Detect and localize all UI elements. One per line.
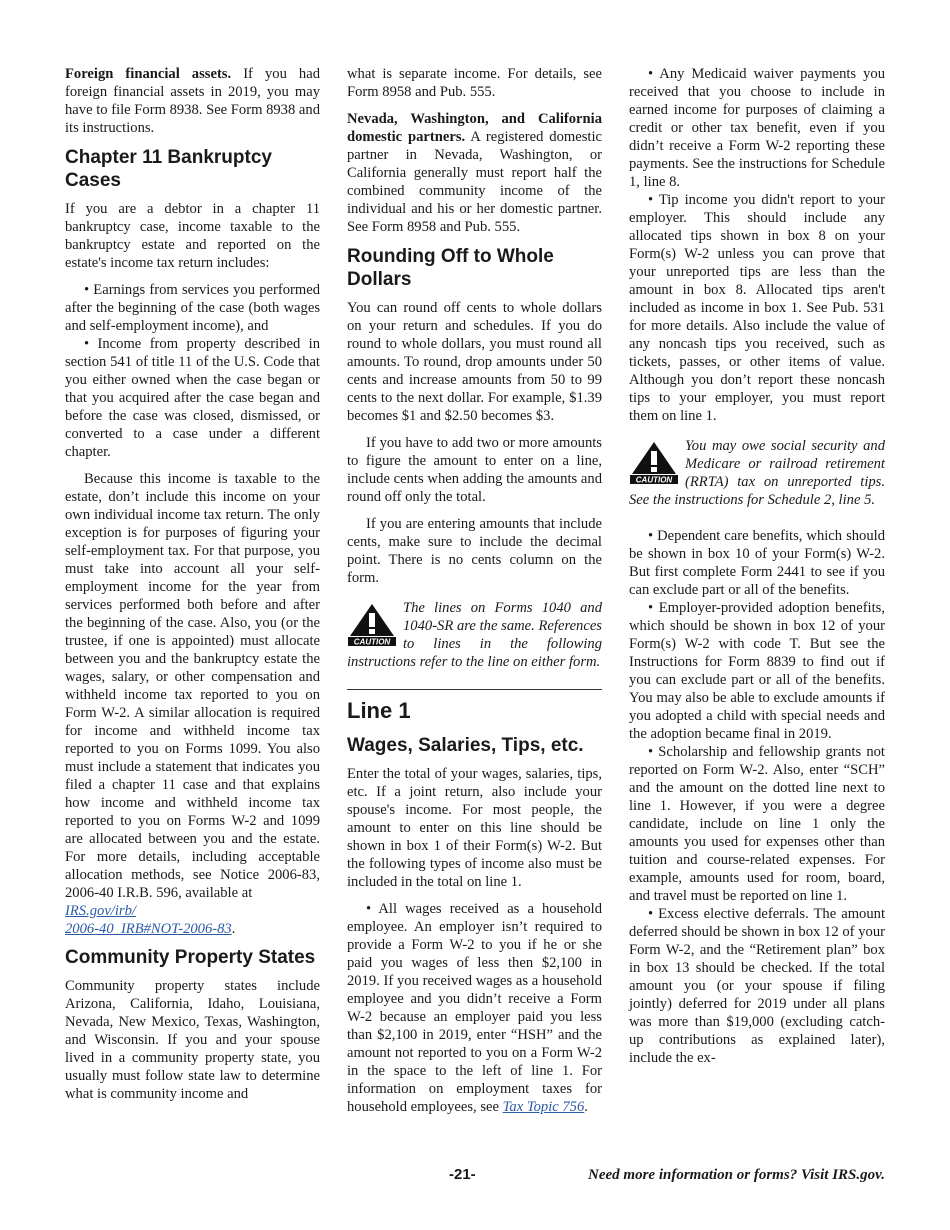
foreign-assets-paragraph xyxy=(65,65,320,137)
chapter11-heading: Chapter 11 Bankruptcy Cases xyxy=(65,147,272,191)
community-property-text: Community property states include Arizona, California, Idaho, Louisiana, Nevada, New Mexico, Texas, Washington, and Wisconsin. If you and your spouse lived in a community property state, you usually must follow state law to determine what is community income and xyxy=(65,978,320,1102)
household-employee-bullet xyxy=(347,900,602,1116)
tip-income-bullet: • Tip income you didn't report to your employer. This should include any allocated tips shown in box 8 on your Form(s) W-2 unless you can prove that your unreported tips are less than the amount in box 8. Allocated tips aren't included as income in box 1. See Pub. 531 for more details. Also include the value of any noncash tips you received, such as tickets, passes, or other items of value. Although you don’t report these noncash tips to your employer, you must report them on line 1. xyxy=(629,192,885,424)
community-property-continued: what is separate income. For details, see Form 8958 and Pub. 555. xyxy=(347,66,602,100)
foreign-assets-text: If you had foreign financial assets in 2019, you may have to file Form 8938. See Form 8938 and its instructions. xyxy=(65,66,320,136)
column-left xyxy=(65,65,320,1112)
rounding-paragraph-2: If you have to add two or more amounts to figure the amount to enter on a line, include cents when adding the amounts and round off only the total. xyxy=(347,435,602,505)
scholarship-bullet: • Scholarship and fellowship grants not reported on Form W-2. Also, enter “SCH” and the amount on the dotted line next to line 1. However, if you were a degree candidate, include on line 1 only the amounts you used for expenses other than tuition and course-related expenses. For example, amounts used for room, board, and travel must be reported on line 1. xyxy=(629,744,885,904)
wages-intro: Enter the total of your wages, salaries, tips, etc. If a joint return, also include your spouse's income. For most people, the amount to enter on this line should be shown in box 1 of their Form(s) W-2. But the following types of income also must be included in the total on line 1. xyxy=(347,766,602,890)
line1-heading: Line 1 xyxy=(347,698,411,723)
column-right xyxy=(629,65,885,1067)
wages-heading: Wages, Salaries, Tips, etc. xyxy=(347,735,584,756)
household-employee-text: • All wages received as a household employee. An employer isn’t required to provide a Form W-2 to you if he or she paid you wages of less then $2,100 in 2019. If you received wages as a household employee and you didn’t receive a Form W-2 because an employer paid you less than $2,100 in 2019, enter “HSH” and the amount not reported to you on a Form W-2 in the space to the left of line 1. For information on employment taxes for household employees, see xyxy=(347,901,602,1115)
page-number: -21- xyxy=(449,1166,476,1183)
caution-label: CAUTION xyxy=(353,637,391,647)
caution-text-tips: You may owe social security and Medicare or railroad retirement (RRTA) tax on unreported tips. See the instructions for Schedule 2, line 5. xyxy=(629,438,885,508)
medicaid-bullet: • Any Medicaid waiver payments you received that you choose to include in earned income for purposes of claiming a credit or other tax benefit, even if you didn’t receive a Form W-2 reporting these payments. See the instructions for Schedule 1, line 8. xyxy=(629,66,885,190)
chapter11-intro: If you are a debtor in a chapter 11 bankruptcy case, income taxable to the bankruptcy estate and reported on the estate's income tax return includes: xyxy=(65,201,320,271)
caution-icon xyxy=(629,441,679,485)
caution-icon xyxy=(347,603,397,647)
irb-link-part2[interactable]: 2006-40_IRB#NOT-2006-83 xyxy=(65,921,232,937)
caution-note-tips xyxy=(629,437,885,509)
irb-link-period: . xyxy=(231,921,236,937)
household-link-period: . xyxy=(584,1099,588,1115)
caution-text-lines: The lines on Forms 1040 and 1040-SR are the same. References to lines in the following instructions refer to the line on either form. xyxy=(347,600,602,670)
excess-deferrals-bullet: • Excess elective deferrals. The amount deferred should be shown in box 12 of your Form W-2, and the “Retirement plan” box in box 13 should be checked. If the total amount you (or your spouse if filing jointly) deferred for 2019 under all plans was more than $19,000 (excluding catch-up contributions as explained later), include the ex- xyxy=(629,906,885,1066)
caution-note-lines xyxy=(347,599,602,671)
foreign-assets-lead: Foreign financial assets. xyxy=(65,66,232,82)
community-property-heading: Community Property States xyxy=(65,947,316,968)
rounding-paragraph-3: If you are entering amounts that include cents, make sure to include the decimal point. There is no cents column on the form. xyxy=(347,516,602,586)
section-divider xyxy=(347,689,602,690)
rounding-heading: Rounding Off to Whole Dollars xyxy=(347,246,554,290)
domestic-partners-text: A registered domestic partner in Nevada, Washington, or California generally must report half the combined community income of the individual and his or her domestic partner. See Form 8958 and Pub. 555. xyxy=(347,129,602,235)
chapter11-text: Because this income is taxable to the estate, don’t include this income on your own individual income tax return. The only exception is for purposes of figuring your self-employment tax. For that purpose, you must take into account all your self-employment income for the year from services performed both before and after the beginning of the case. Also, you (or the trustee, if one is appointed) must allocate between you and the bankruptcy estate the wages, salary, or other compensation and withheld income tax reported to you on Form W-2. A similar allocation is required for income and withheld income tax reported to you on Forms 1099. You also must include a statement that indicates you filed a chapter 11 case and that explains how income and withheld income tax reported to you on Forms W-2 and 1099 are allocated between you and the estate. For more details, including acceptable allocation methods, see Notice 2006-83, 2006-40 I.R.B. 596, available at xyxy=(65,471,320,901)
dependent-care-bullet: • Dependent care benefits, which should be shown in box 10 of your Form(s) W-2. But first complete Form 2441 to see if you can exclude part or all of the benefits. xyxy=(629,528,885,598)
chapter11-bullet-property: • Income from property described in section 541 of title 11 of the U.S. Code that you either owned when the case began or that you acquired after the case began and before the case was closed, dismissed, or converted to a case under a different chapter. xyxy=(65,336,320,460)
irb-link-part1[interactable]: IRS.gov/irb/ xyxy=(65,903,136,919)
column-middle xyxy=(347,65,602,1116)
chapter11-bullet-earnings: • Earnings from services you performed after the beginning of the case (both wages and self-employment income), and xyxy=(65,282,320,334)
footer-note: Need more information or forms? Visit IRS.gov. xyxy=(588,1167,885,1183)
domestic-partners-paragraph xyxy=(347,110,602,236)
domestic-partners-lead: Nevada, Washington, and California domestic partners. xyxy=(347,111,602,145)
caution-label: CAUTION xyxy=(635,475,673,485)
tax-topic-756-link[interactable]: Tax Topic 756 xyxy=(502,1099,585,1115)
rounding-paragraph-1: You can round off cents to whole dollars on your return and schedules. If you do round to whole dollars, you must round all amounts. To round, drop amounts under 50 cents and increase amounts from 50 to 99 cents to the next dollar. For example, $1.39 becomes $1 and $2.50 becomes $3. xyxy=(347,300,602,424)
chapter11-paragraph xyxy=(65,470,320,938)
adoption-benefits-bullet: • Employer-provided adoption benefits, which should be shown in box 12 of your Form(s) W-2 with code T. But see the Instructions for Form 8839 to find out if you can exclude part or all of the benefits. You may also be able to exclude amounts if you adopted a child with special needs and the adoption became final in 2019. xyxy=(629,600,885,742)
